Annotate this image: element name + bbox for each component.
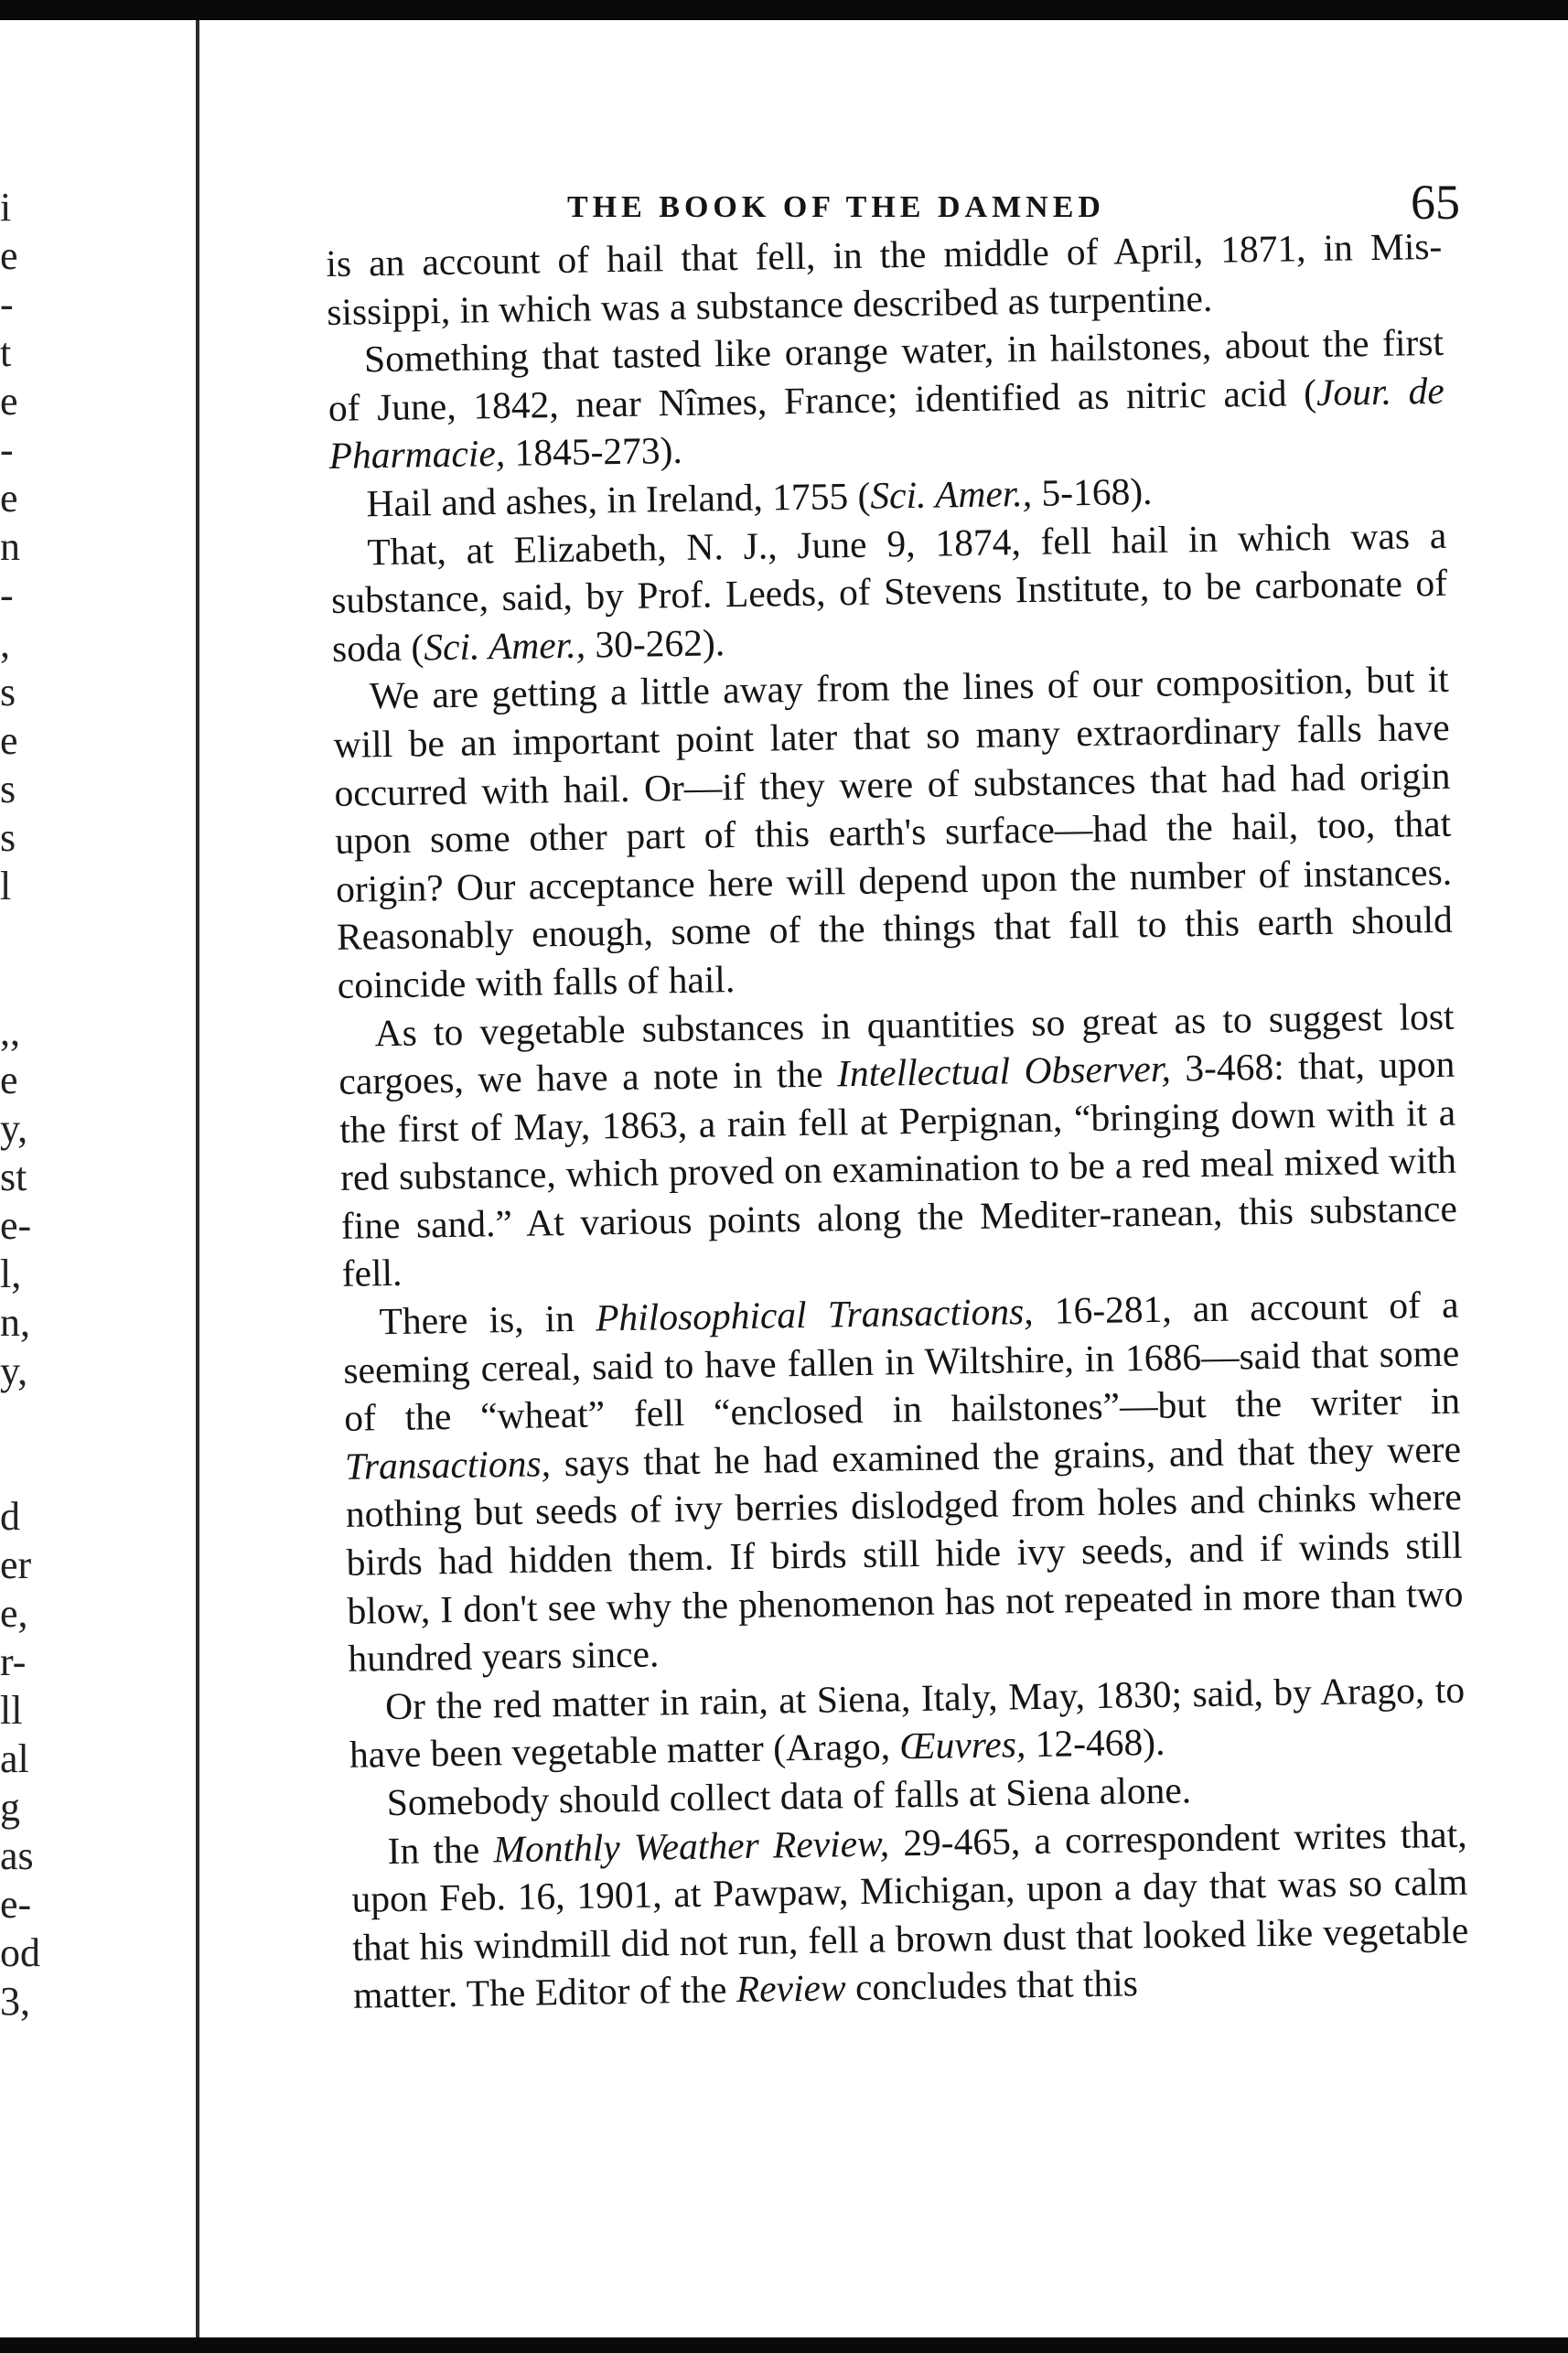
italic-citation: Review bbox=[736, 1966, 847, 2011]
bleed-fragment: s bbox=[0, 670, 16, 714]
paragraph bbox=[342, 1281, 1464, 1683]
italic-citation: Intellectual Observer, bbox=[836, 1047, 1172, 1095]
bleed-fragment: n, bbox=[0, 1300, 30, 1345]
bleed-fragment: as bbox=[0, 1833, 34, 1878]
bleed-fragment: t bbox=[0, 330, 12, 375]
bleed-fragment: s bbox=[0, 815, 16, 860]
text-segment: 30-262). bbox=[585, 620, 725, 666]
text-segment: 5-168). bbox=[1031, 469, 1153, 514]
text-segment: 16-281, an account of a seeming cereal, said to have fallen in Wiltshire, in 1686—said that some of the “wheat” fell “enclosed in hailstones”—but the writer in bbox=[343, 1283, 1461, 1440]
italic-citation: Jour. de Pharmacie, bbox=[328, 369, 1445, 478]
text-segment: As to vegetable substances in quantities so great as to suggest lost cargoes, we have a note in the bbox=[338, 994, 1455, 1102]
bleed-fragment: i bbox=[0, 185, 12, 230]
text-segment: 1845-273). bbox=[504, 429, 683, 475]
bleed-fragment bbox=[0, 1395, 27, 1444]
bleed-fragment: s bbox=[0, 767, 16, 811]
text-segment: We are getting a little away from the lines of our composition, but it will be an important point later that so many extraordinary falls have occurred with hail. Or—if they were of substances that had had origin upon some other part of this earth's surface—had the hail, too, that origin? Our acceptance here will depend upon the number of instances. Reasonably enough, some of the things that fall to this earth should coincide with falls of hail. bbox=[333, 658, 1454, 1006]
bleed-fragment: 3, bbox=[0, 1979, 30, 2024]
italic-citation: Sci. Amer., bbox=[869, 471, 1033, 517]
text-segment: 12-468). bbox=[1025, 1721, 1165, 1766]
bleed-fragment: ,, bbox=[0, 1009, 20, 1054]
bleed-fragment: l bbox=[0, 864, 12, 908]
text-segment: 29-465, a correspondent writes that, upon Feb. 16, 1901, at Pawpaw, Michigan, upon a day that was so calm that his windmill did not run, fell a brown dust that looked like vegetable matter. The Editor of the bbox=[351, 1812, 1469, 2017]
text-segment: In the bbox=[387, 1827, 494, 1872]
paragraph bbox=[349, 1665, 1466, 1778]
bleed-fragment bbox=[0, 1444, 27, 1492]
bleed-fragment: r- bbox=[0, 1639, 27, 1684]
body-text bbox=[326, 222, 1469, 2020]
bleed-fragment: - bbox=[0, 573, 14, 618]
paragraph bbox=[338, 992, 1458, 1298]
bleed-fragment: e- bbox=[0, 1203, 32, 1248]
bleed-fragment: e bbox=[0, 1058, 18, 1102]
text-segment: says that he had examined the grains, and that they were nothing but seeds of ivy berries dislodged from holes and chinks where birds had hidden them. If birds still hide ivy seeds, and if winds still blow, I don't see why the phenomenon has not repeated in more than two hundred years since. bbox=[345, 1427, 1464, 1681]
text-segment: Hail and ashes, in Ireland, 1755 ( bbox=[366, 474, 871, 525]
paragraph bbox=[350, 1810, 1469, 2020]
bleed-fragment: st bbox=[0, 1155, 27, 1199]
text-segment: Something that tasted like orange water, in hailstones, about the first of June, 1842, near Nîmes, France; identified as nitric acid ( bbox=[328, 321, 1444, 429]
italic-citation: Sci. Amer., bbox=[423, 623, 586, 669]
bleed-fragment: l, bbox=[0, 1252, 22, 1296]
running-title: THE BOOK OF THE DAMNED bbox=[567, 190, 1105, 224]
text-segment: is an account of hail that fell, in the middle of April, 1871, in Mis-sissippi, in which was a substance described as turpentine. bbox=[326, 224, 1443, 333]
bleed-fragment: d bbox=[0, 1494, 20, 1539]
bleed-fragment: er bbox=[0, 1542, 32, 1587]
text-segment: There is, in bbox=[379, 1296, 596, 1343]
page-number: 65 bbox=[1411, 175, 1460, 230]
text-segment: Or the red matter in rain, at Siena, Italy, May, 1830; said, by Arago, to have been vegetable matter (Arago, bbox=[349, 1668, 1466, 1777]
bleed-fragment: od bbox=[0, 1930, 40, 1975]
text-segment: concludes that this bbox=[845, 1961, 1139, 2009]
italic-citation: Transactions, bbox=[344, 1442, 552, 1488]
bleed-fragment: g bbox=[0, 1785, 20, 1830]
scan-bottom-edge bbox=[0, 2337, 1568, 2353]
bleed-fragment: al bbox=[0, 1736, 29, 1781]
facing-page-bleed bbox=[0, 183, 40, 2024]
bleed-fragment: ll bbox=[0, 1688, 23, 1733]
paragraph bbox=[332, 655, 1454, 1009]
bleed-fragment: e bbox=[0, 233, 18, 278]
bleed-fragment: e bbox=[0, 718, 18, 763]
paragraph bbox=[330, 510, 1448, 672]
text-segment: Somebody should collect data of falls at Siena alone. bbox=[386, 1768, 1192, 1824]
bleed-fragment: y, bbox=[0, 1106, 28, 1151]
bleed-fragment: e, bbox=[0, 1591, 28, 1636]
paragraph bbox=[328, 318, 1445, 480]
bleed-fragment: n bbox=[0, 524, 20, 569]
text-segment: That, at Elizabeth, N. J., June 9, 1874, fell hail in which was a substance, said, by Prof. Leeds, of Stevens Institute, to be carbonate of soda ( bbox=[330, 513, 1448, 670]
paragraph bbox=[326, 222, 1444, 336]
bleed-fragment: - bbox=[0, 282, 14, 327]
bleed-fragment: - bbox=[0, 427, 14, 472]
italic-citation: Monthly Weather Review, bbox=[493, 1821, 890, 1870]
bleed-fragment bbox=[0, 910, 27, 959]
page-binding-line bbox=[196, 20, 199, 2337]
bleed-fragment bbox=[0, 959, 27, 1007]
text-segment: 3-468: that, upon the first of May, 1863, a rain fell at Perpignan, “bringing down with it a red substance, which proved on examination to be a red meal mixed with fine sand.” At various points along the Mediter-ranean, this substance fell. bbox=[338, 1042, 1458, 1295]
bleed-fragment: , bbox=[0, 621, 10, 666]
bleed-fragment: e bbox=[0, 476, 18, 521]
scan-top-edge bbox=[0, 0, 1568, 20]
bleed-fragment: e bbox=[0, 379, 18, 424]
bleed-fragment: e- bbox=[0, 1882, 32, 1927]
italic-citation: Œuvres, bbox=[899, 1723, 1026, 1767]
bleed-fragment: y, bbox=[0, 1348, 28, 1393]
italic-citation: Philosophical Transactions, bbox=[595, 1290, 1034, 1339]
